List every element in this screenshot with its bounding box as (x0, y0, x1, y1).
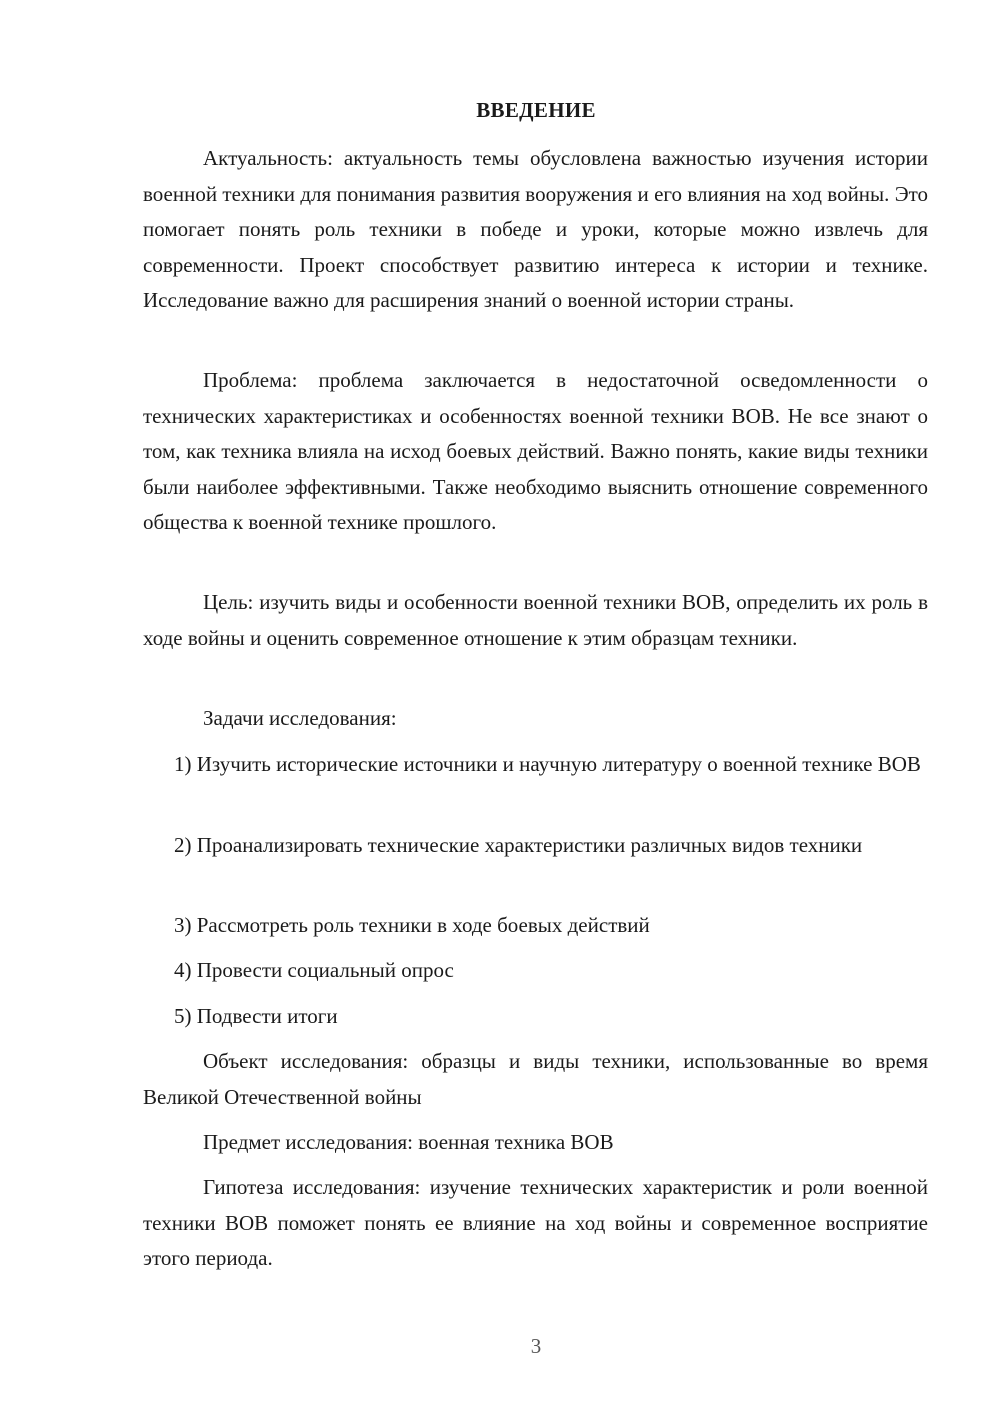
tasks-heading: Задачи исследования: (203, 706, 397, 730)
page-title: ВВЕДЕНИЕ (476, 98, 596, 122)
list-item: 1) Изучить исторические источники и научную литературу о военной технике ВОВ (174, 752, 921, 776)
problem-paragraph: Проблема: проблема заключается в недостаточной осведомленности о технических характеристиках и особенностях военной техники ВОВ. Не все знают о том, как техника влияла на исход боевых действий. Важно понять, какие виды техники были наиболее эффективными. Также необходимо выяснить отношение современного общества к военной технике прошлого. (143, 368, 928, 534)
subject-paragraph: Предмет исследования: военная техника ВОВ (203, 1130, 614, 1154)
hypothesis-paragraph: Гипотеза исследования: изучение технических характеристик и роли военной техники ВОВ поможет понять ее влияние на ход войны и современное восприятие этого периода. (143, 1175, 928, 1270)
page-number: 3 (530, 1334, 542, 1358)
relevance-paragraph: Актуальность: актуальность темы обусловлена важностью изучения истории военной техники для понимания развития вооружения и его влияния на ход войны. Это помогает понять роль техники в победе и уроки, которые можно извлечь для современности. Проект способствует развитию интереса к истории и технике. Исследование важно для расширения знаний о военной истории страны. (143, 146, 928, 312)
object-paragraph: Объект исследования: образцы и виды техники, использованные во время Великой Отечественной войны (143, 1049, 928, 1109)
list-item: 4) Провести социальный опрос (174, 958, 454, 982)
list-item: 2) Проанализировать технические характеристики различных видов техники (174, 833, 863, 857)
list-item: 3) Рассмотреть роль техники в ходе боевых действий (174, 913, 650, 937)
goal-paragraph: Цель: изучить виды и особенности военной техники ВОВ, определить их роль в ходе войны и оценить современное отношение к этим образцам техники. (143, 590, 928, 650)
list-item: 5) Подвести итоги (174, 1004, 338, 1028)
